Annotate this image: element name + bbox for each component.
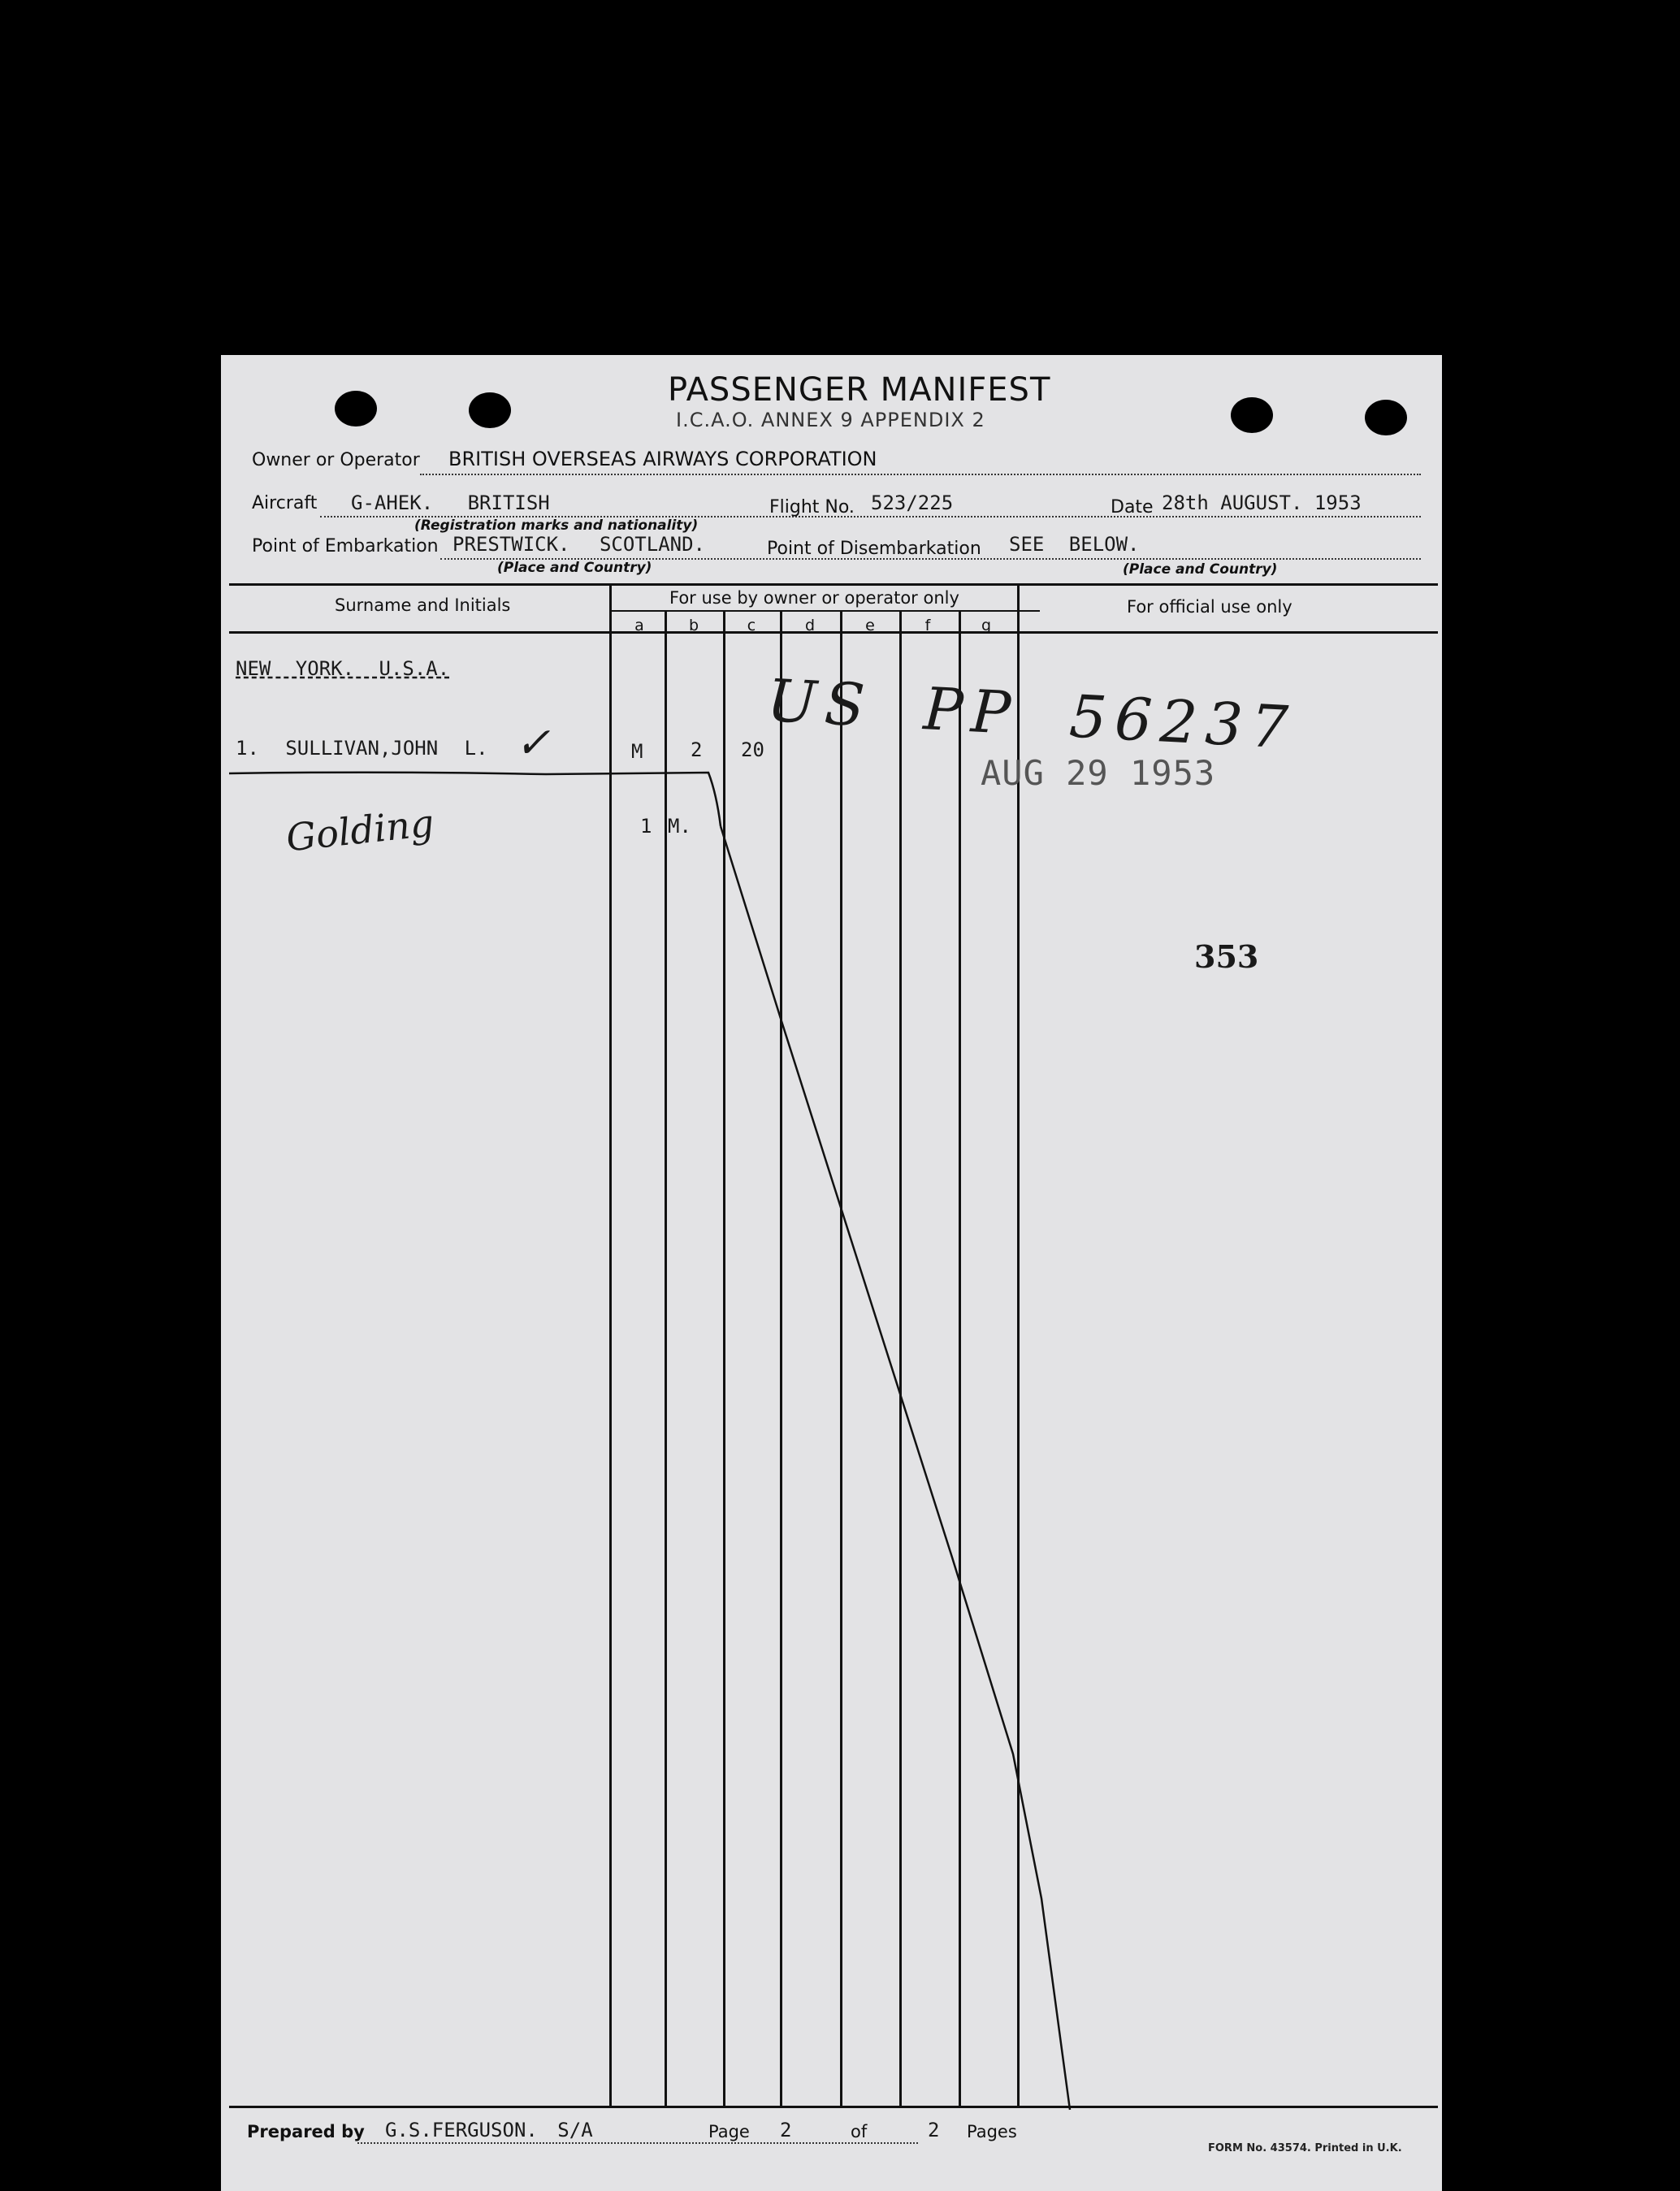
date-value: 28th AUGUST. 1953	[1162, 491, 1362, 514]
prepared-by-label: Prepared by	[247, 2122, 365, 2141]
of-label: of	[851, 2122, 868, 2141]
form-subtitle: I.C.A.O. ANNEX 9 APPENDIX 2	[676, 409, 985, 431]
registration-note: (Registration marks and nationality)	[414, 517, 699, 534]
disembarkation-note: (Place and Country)	[1123, 561, 1278, 578]
passenger-entry: 1. SULLIVAN,JOHN L.	[236, 737, 488, 760]
check-mark: ✓	[515, 719, 551, 768]
entry-col-b: 2	[691, 738, 703, 761]
aircraft-value: G-AHEK. BRITISH	[351, 491, 550, 514]
page-label: Page	[708, 2122, 750, 2141]
sub-count: 1	[640, 815, 652, 838]
cancellation-strike	[221, 355, 1442, 2191]
pages-value: 2	[928, 2119, 940, 2141]
column-c-header: c	[747, 617, 756, 634]
flight-value: 523/225	[871, 491, 954, 514]
date-label: Date	[1111, 497, 1154, 517]
official-number: 353	[1194, 938, 1259, 975]
embarkation-label: Point of Embarkation	[252, 536, 439, 556]
column-g-header: g	[981, 617, 992, 634]
column-a-header: a	[634, 617, 644, 634]
column-d-header: d	[804, 617, 816, 634]
owner-label: Owner or Operator	[252, 450, 420, 470]
column-e-header: e	[865, 617, 875, 634]
form-title: PASSENGER MANIFEST	[668, 371, 1051, 409]
received-date-stamp: AUG 29 1953	[981, 753, 1216, 793]
page-value: 2	[780, 2119, 792, 2141]
embarkation-value: PRESTWICK. SCOTLAND.	[452, 533, 705, 556]
owner-value: BRITISH OVERSEAS AIRWAYS CORPORATION	[448, 448, 877, 470]
pages-label: Pages	[967, 2122, 1017, 2141]
prepared-by-value: G.S.FERGUSON. S/A	[385, 2119, 593, 2141]
aircraft-label: Aircraft	[252, 493, 318, 513]
embarkation-note: (Place and Country)	[497, 560, 652, 576]
prepared-by-line	[357, 2142, 918, 2144]
surname-header: Surname and Initials	[335, 595, 511, 615]
disembarkation-value: SEE BELOW.	[1009, 533, 1140, 556]
handwritten-code: US PP 56237	[765, 666, 1298, 762]
form-number: FORM No. 43574. Printed in U.K.	[1208, 2142, 1402, 2154]
entry-col-a: M	[631, 740, 643, 763]
handwritten-name: Golding	[284, 800, 436, 860]
disembarkation-label: Point of Disembarkation	[767, 539, 981, 559]
official-use-header: For official use only	[1127, 597, 1292, 617]
column-f-header: f	[924, 617, 931, 634]
destination-heading: NEW YORK. U.S.A.	[236, 657, 450, 680]
flight-label: Flight No.	[769, 497, 855, 517]
owner-use-header: For use by owner or operator only	[669, 588, 959, 608]
column-b-header: b	[688, 617, 699, 634]
sub-gender: M.	[668, 815, 691, 838]
entry-col-c: 20	[741, 738, 764, 761]
manifest-page	[221, 355, 1442, 2191]
